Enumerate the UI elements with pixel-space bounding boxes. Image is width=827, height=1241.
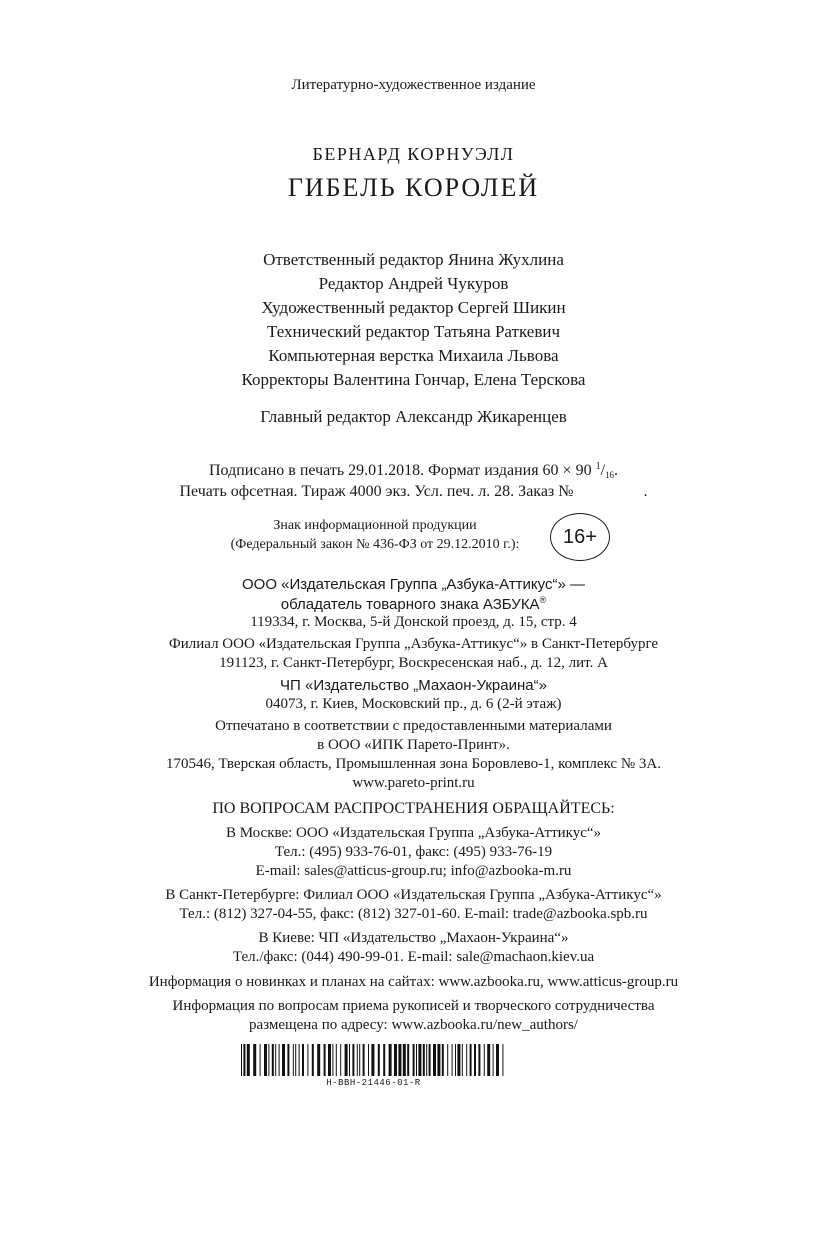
moscow-email: E-mail: sales@atticus-group.ru; info@azbooka-m.ru xyxy=(255,863,572,879)
barcode-bar xyxy=(474,1044,476,1076)
barcode-bar xyxy=(470,1044,472,1076)
moscow-contact: В Москве: ООО «Издательская Группа „Азбука-Аттикус“» xyxy=(225,825,602,841)
barcode-bar xyxy=(462,1044,463,1076)
barcode-bar xyxy=(433,1044,436,1076)
print-info-line1: Подписано в печать 29.01.2018. Формат издания 60 × 90 $^1/_{16}$. xyxy=(208,461,619,480)
kiev-contact: В Киеве: ЧП «Издательство „Махаон-Украина“» xyxy=(258,930,569,946)
ukraine-publisher: ЧП «Издательство „Махаон-Украина“» xyxy=(280,677,547,694)
barcode-bar xyxy=(345,1044,348,1076)
credit-line: Корректоры Валентина Гончар, Елена Терскова xyxy=(241,370,586,389)
barcode-bar xyxy=(452,1044,453,1076)
barcode-bar xyxy=(243,1044,245,1076)
barcode-bar xyxy=(268,1044,269,1076)
spb-branch-line: Филиал ООО «Издательская Группа „Азбука-Аттикус“» в Санкт-Петербурге xyxy=(168,636,659,652)
barcode-bar xyxy=(332,1044,333,1076)
barcode-bar xyxy=(502,1044,503,1076)
barcode-bar xyxy=(418,1044,421,1076)
spb-contact: В Санкт-Петербурге: Филиал ООО «Издательская Группа „Азбука-Аттикус“» xyxy=(165,887,662,903)
barcode-bar xyxy=(447,1044,448,1076)
barcode-bar xyxy=(357,1044,358,1076)
barcode-bar xyxy=(247,1044,250,1076)
kiev-phone: Тел./факс: (044) 490-99-01. E-mail: sale@machaon.kiev.ua xyxy=(232,949,595,965)
barcode-bar xyxy=(359,1044,360,1076)
moscow-phone: Тел.: (495) 933-76-01, факс: (495) 933-76-19 xyxy=(274,844,553,860)
barcode-bar xyxy=(487,1044,490,1076)
edition-type: Литературно-художественное издание xyxy=(291,77,536,93)
barcode-bar xyxy=(317,1044,320,1076)
chief-editor: Главный редактор Александр Жикаренцев xyxy=(260,407,567,426)
barcode-bar xyxy=(299,1044,300,1076)
barcode-bar xyxy=(426,1044,427,1076)
barcode-bar xyxy=(442,1044,444,1076)
barcode-bar xyxy=(416,1044,417,1076)
publisher-address: 119334, г. Москва, 5-й Донской проезд, д. 15, стр. 4 xyxy=(250,614,577,630)
barcode-bar xyxy=(328,1044,331,1076)
barcode-bar xyxy=(403,1044,406,1076)
barcode-bar xyxy=(352,1044,354,1076)
distribution-heading: ПО ВОПРОСАМ РАСПРОСТРАНЕНИЯ ОБРАЩАЙТЕСЬ: xyxy=(212,800,615,817)
barcode-bar xyxy=(423,1044,425,1076)
barcode-bar xyxy=(437,1044,440,1076)
credit-line: Редактор Андрей Чукуров xyxy=(318,274,509,293)
printer-line: Отпечатано в соответствии с предоставленными материалами xyxy=(215,718,612,734)
print-info-line2: Печать офсетная. Тираж 4000 экз. Усл. печ. л. 28. Заказ № . xyxy=(179,483,648,500)
barcode-bar xyxy=(389,1044,392,1076)
barcode-bar xyxy=(394,1044,397,1076)
barcode-bar xyxy=(371,1044,374,1076)
credit-line: Художественный редактор Сергей Шикин xyxy=(261,298,566,317)
sites-info: Информация о новинках и планах на сайтах: www.azbooka.ru, www.atticus-group.ru xyxy=(148,974,679,990)
printer-line: в ООО «ИПК Парето-Принт». xyxy=(317,737,510,753)
barcode-bar xyxy=(407,1044,409,1076)
barcode-bar xyxy=(466,1044,467,1076)
barcode-bar xyxy=(368,1044,369,1076)
printer-website: www.pareto-print.ru xyxy=(352,775,475,791)
publisher-line: ООО «Издательская Группа „Азбука-Аттикус“» — xyxy=(241,576,585,593)
barcode-bar xyxy=(363,1044,365,1076)
barcode-bar xyxy=(429,1044,431,1076)
barcode-bar xyxy=(302,1044,304,1076)
spb-branch-address: 191123, г. Санкт-Петербург, Воскресенская наб., д. 12, лит. А xyxy=(219,655,608,671)
credit-line: Технический редактор Татьяна Раткевич xyxy=(266,322,561,341)
book-title: ГИБЕЛЬ КОРОЛЕЙ xyxy=(287,173,540,202)
author-name: БЕРНАРД КОРНУЭЛЛ xyxy=(312,144,515,164)
barcode-image xyxy=(241,1044,506,1076)
barcode-bar xyxy=(413,1044,415,1076)
credit-line: Ответственный редактор Янина Жухлина xyxy=(263,250,564,269)
printer-address: 170546, Тверская область, Промышленная зона Боровлево-1, комплекс № 3А. xyxy=(166,756,661,772)
barcode-bar xyxy=(282,1044,285,1076)
publisher-line: обладатель товарного знака АЗБУКА® xyxy=(280,595,547,613)
barcode-bar xyxy=(493,1044,494,1076)
barcode-bar xyxy=(457,1044,460,1076)
barcode-bar xyxy=(307,1044,308,1076)
barcode-bar xyxy=(279,1044,280,1076)
barcode-label: Н-ВВН-21446-01-R xyxy=(326,1078,421,1088)
barcode-bar xyxy=(496,1044,499,1076)
barcode-bar xyxy=(287,1044,289,1076)
barcode-bar xyxy=(340,1044,341,1076)
imprint-page: Литературно-художественное издание БЕРНАРД КОРНУЭЛЛ ГИБЕЛЬ КОРОЛЕЙ Ответственный редактор Янина Жухлина Редактор Андрей Чукуров Художественный редактор Сергей Шикин Технический редактор Татьяна Раткевич Компьютерная верстка Михаила Львова Корректоры Валентина Гончар, Елена Терскова Главный редактор Александр Жикаренцев Подписано в печать 29.01.2018. Формат издания 60 × 90 $^1/_{16}$. Печать офсетная. Тираж 4000 экз. Усл. печ. л. 28. Заказ № . Знак информационной продукции (Федеральный закон № 436-ФЗ от 29.12.2010 г.): 16+ ООО «Издательская Группа „Азбука-Аттикус“» — обладатель товарного знака АЗБУКА® 119334, г. Москва, 5-й Донской проезд, д. 15, стр. 4 Филиал ООО «Издательская Группа „Азбука-Аттикус“» в Санкт-Петербурге 191123, г. Санкт-Петербург, Воскресенская наб., д. 12, лит. А ЧП «Издательство „Махаон-Украина“» 04073, г. Киев, Московский пр., д. 6 (2-й этаж) Отпечатано в соответствии с предоставленными материалами в ООО «ИПК Парето-Принт». 170546, Тверская область, Промышленная зона Боровлево-1, комплекс № 3А. www.pareto-print.ru ПО ВОПРОСАМ РАСПРОСТРАНЕНИЯ ОБРАЩАЙТЕСЬ: В Москве: ООО «Издательская Группа „Азбука-Аттикус“» Тел.: (495) 933-76-01, факс: (495) 933-76-19 E-mail: sales@atticus-group.ru; info@azbooka-m.ru В Санкт-Петербурге: Филиал ООО «Издательская Группа „Азбука-Аттикус“» Тел.: (812) 327-04-55, факс: (812) 327-01-60. E-mail: trade@azbooka.spb.ru В Киеве: ЧП «Издательство „Махаон-Украина“» Тел./факс: (044) 490-99-01. E-mail: sale@machaon.kiev.ua Информация о новинках и планах на сайтах: www.azbooka.ru, www.atticus-group.ru Информация по вопросам приема рукописей и творческого сотрудничества размещена по адресу: www.azbooka.ru/new_authors/ Н-ВВН-21446-01-R xyxy=(0,0,827,1241)
barcode-bar xyxy=(324,1044,326,1076)
barcode-bar xyxy=(349,1044,350,1076)
barcode-bar xyxy=(295,1044,296,1076)
barcode-bar xyxy=(253,1044,256,1076)
barcode-bar xyxy=(275,1044,276,1076)
credit-line: Компьютерная верстка Михаила Львова xyxy=(268,346,559,365)
barcode-bar xyxy=(272,1044,274,1076)
barcode-bar xyxy=(260,1044,261,1076)
barcode-bar xyxy=(336,1044,337,1076)
age-rating-badge: 16+ xyxy=(550,513,610,561)
barcode-bar xyxy=(455,1044,456,1076)
barcode-bar xyxy=(312,1044,314,1076)
manuscripts-line: Информация по вопросам приема рукописей и творческого сотрудничества xyxy=(172,998,655,1014)
ukraine-address: 04073, г. Киев, Московский пр., д. 6 (2-й этаж) xyxy=(265,696,562,712)
barcode-bar xyxy=(293,1044,294,1076)
barcode-bar xyxy=(398,1044,401,1076)
barcode-bar xyxy=(478,1044,480,1076)
barcode-bar xyxy=(484,1044,485,1076)
barcode-bar xyxy=(383,1044,385,1076)
barcode-bar xyxy=(241,1044,242,1076)
barcode-bar xyxy=(378,1044,380,1076)
barcode-bar xyxy=(264,1044,267,1076)
manuscripts-address: размещена по адресу: www.azbooka.ru/new_authors/ xyxy=(249,1017,578,1033)
spb-phone: Тел.: (812) 327-04-55, факс: (812) 327-01-60. E-mail: trade@azbooka.spb.ru xyxy=(179,906,648,922)
